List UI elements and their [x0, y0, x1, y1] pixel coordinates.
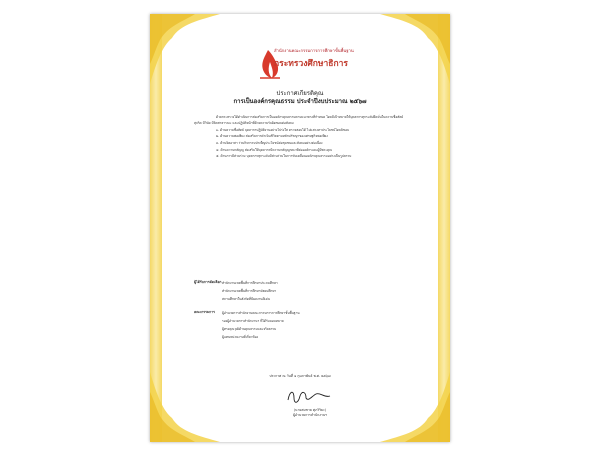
- list2-item: ผู้แทนหน่วยงานที่เกี่ยวข้อง: [222, 335, 259, 339]
- paragraph-1: ด้วยกระทรวงได้ดำเนินการส่งเสริมการเป็นองค์กรคุณธรรมตามแนวทางที่กำหนด โดยมีเป้าหมายให้บุคลากรทุกระดับยึดมั่นในความซื่อสัตย์สุจริต มีวินัย มีจิตสาธารณะ และปฏิบัติหน้าที่ด้วยความรับผิดชอบต่อสังคม: [194, 115, 404, 126]
- corner-ornament-bottom-left-icon: [150, 372, 220, 442]
- paragraph-6: ๕. ด้านการมีส่วนร่วม บุคลากรทุกระดับมีส่วนร่วมในการขับเคลื่อนองค์กรคุณธรรมอย่างเป็นรูปธรรม: [216, 154, 352, 159]
- page-title: [190, 90, 410, 106]
- list1-item: สถานศึกษาในสังกัดที่มีผลงานดีเด่น: [222, 297, 270, 301]
- signer-position: ผู้อำนวยการสำนักงานฯ: [292, 413, 328, 418]
- list1-item: สำนักงานเขตพื้นที่การศึกษาประถมศึกษา: [222, 281, 278, 285]
- paragraph-4: ๓. ด้านจิตอาสา ร่วมกิจกรรมบำเพ็ญประโยชน์ต่อชุมชนและสังคมอย่างต่อเนื่อง: [216, 141, 323, 146]
- org-name: กระทรวงศึกษาธิการ: [274, 59, 348, 69]
- list2-label: คณะกรรมการ: [194, 310, 215, 314]
- signer-name: (นายสมชาย ศุภวิริยะ): [293, 408, 327, 412]
- list1-item: สำนักงานเขตพื้นที่การศึกษามัธยมศึกษา: [222, 289, 277, 293]
- issue-date: ประกาศ ณ วันที่ ๑ กุมภาพันธ์ พ.ศ. ๒๕๖๗: [269, 374, 331, 378]
- list2-item: รองผู้อำนวยการสำนักงานฯ ที่ได้รับมอบหมาย: [222, 319, 284, 323]
- signature-icon: [280, 386, 340, 408]
- org-subtitle: สำนักงานคณะกรรมการการศึกษาขั้นพื้นฐาน: [274, 48, 354, 53]
- list1-label: ผู้ได้รับการคัดเลือก: [194, 280, 222, 284]
- paragraph-3: ๒. ด้านความพอเพียง ส่งเสริมการดำเนินชีวิตตามหลักปรัชญาของเศรษฐกิจพอเพียง: [216, 134, 328, 139]
- list2-item: ผู้อำนวยการสำนักงานคณะกรรมการการศึกษาขั้นพื้นฐาน: [222, 311, 300, 315]
- title-line-1: ประกาศเกียรติคุณ: [276, 90, 324, 97]
- list2-item: ผู้ทรงคุณวุฒิด้านคุณธรรมและจริยธรรม: [222, 327, 277, 331]
- paragraph-5: ๔. ด้านความกตัญญู ส่งเสริมให้บุคลากรมีความกตัญญูกตเวทีต่อองค์กรและผู้มีพระคุณ: [216, 147, 333, 152]
- signer-block: [250, 408, 370, 418]
- corner-ornament-top-left-icon: [150, 14, 220, 84]
- body-text: [194, 114, 406, 160]
- certificate-page: [150, 14, 450, 442]
- paragraph-2: ๑. ด้านความซื่อสัตย์ บุคลากรปฏิบัติงานอย่างโปร่งใส ตรวจสอบได้ ไม่แสวงหาประโยชน์โดยมิชอบ: [216, 127, 350, 132]
- title-line-2: การเป็นองค์กรคุณธรรม ประจำปีงบประมาณ ๒๕๖๗: [233, 98, 367, 106]
- corner-ornament-bottom-right-icon: [380, 372, 450, 442]
